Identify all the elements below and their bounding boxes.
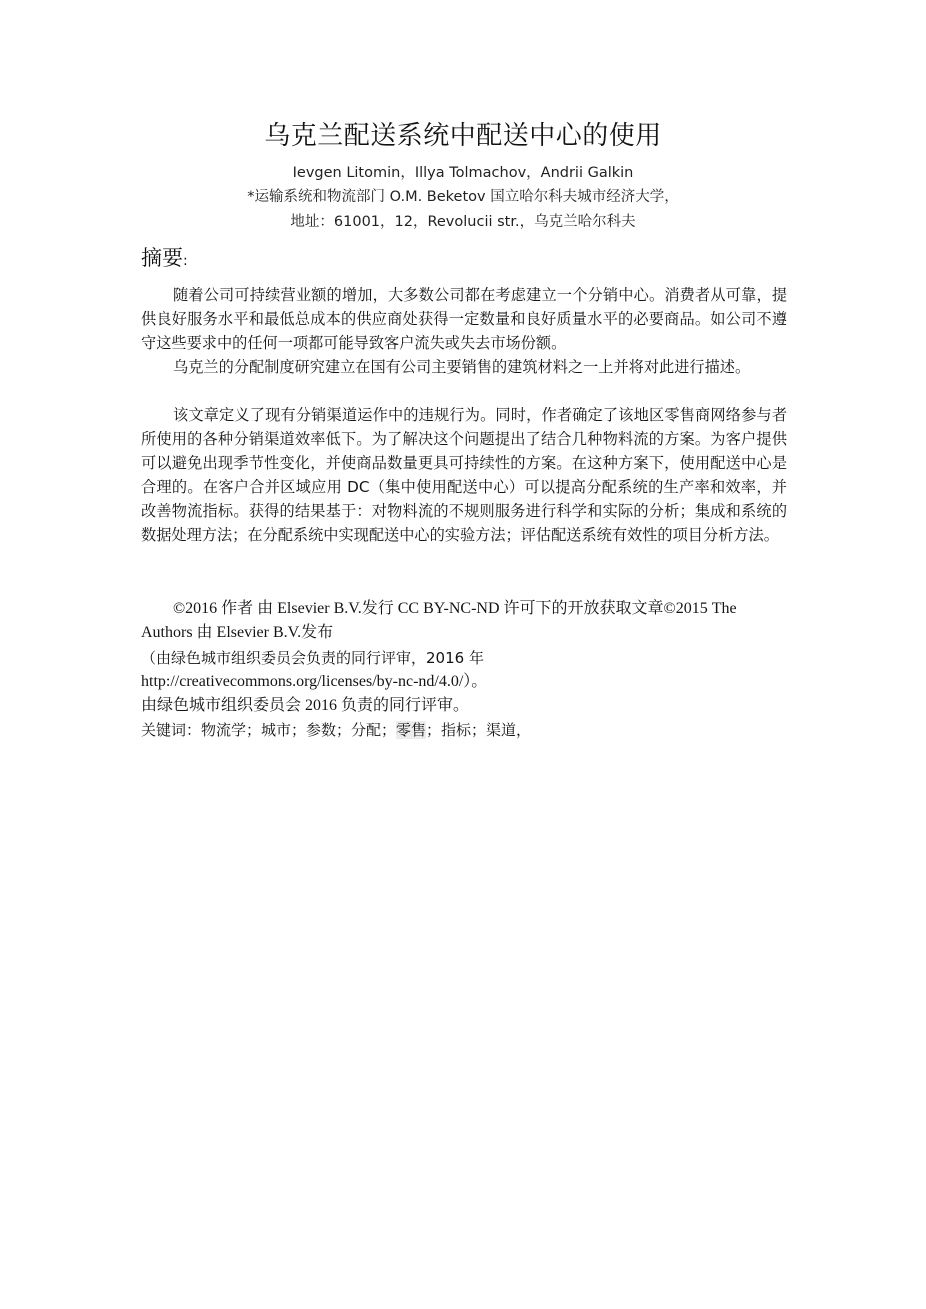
abstract-heading-label: 摘要 <box>141 246 183 270</box>
affiliation: *运输系统和物流部门 O.M. Beketov 国立哈尔科夫城市经济大学， <box>247 189 679 205</box>
keyword-highlighted: 零售 <box>396 721 427 739</box>
abstract-heading-colon: : <box>183 253 188 269</box>
copyright-notice: ©2016 作者 由 Elsevier B.V.发行 CC BY-NC-ND 许可下的开放获取文章©2015 The Authors 由 Elsevier B.V.发布 <box>141 600 737 641</box>
peer-review-statement: 由绿色城市组织委员会 2016 负责的同行评审。 <box>141 697 470 714</box>
keywords-list-end: ；指标；渠道， <box>426 721 532 739</box>
author-list: Ievgen Litomin，Illya Tolmachov，Andrii Galkin <box>292 165 634 181</box>
license-url[interactable]: http://creativecommons.org/licenses/by-nc-nd/4.0/）。 <box>141 673 488 690</box>
keywords-list-start: 关键词：物流学；城市；参数；分配； <box>141 721 397 739</box>
peer-review-note: （由绿色城市组织委员会负责的同行评审，2016 年 <box>141 649 484 667</box>
abstract-paragraph-1: 随着公司可持续营业额的增加，大多数公司都在考虑建立一个分销中心。消费者从可靠，提供良好服务水平和最低总成本的供应商处获得一定数量和良好质量水平的必要商品。如公司不遵守这些要求中的任何一项都可能导致客户流失或失去市场份额。 <box>141 286 787 352</box>
abstract-paragraph-2: 乌克兰的分配制度研究建立在国有公司主要销售的建筑材料之一上并将对此进行描述。 <box>173 358 751 376</box>
keywords <box>141 718 531 742</box>
abstract-paragraph-3: 该文章定义了现有分销渠道运作中的违规行为。同时，作者确定了该地区零售商网络参与者所使用的各种分销渠道效率低下。为了解决这个问题提出了结合几种物料流的方案。为客户提供可以避免出现季节性变化，并使商品数量更具可持续性的方案。在这种方案下，使用配送中心是合理的。在客户合并区域应用 DC（集中使用配送中心）可以提高分配系统的生产率和效率，并改善物流指标。获得的结果基于：对物料流的不规则服务进行科学和实际的分析；集成和系统的数据处理方法；在分配系统中实现配送中心的实验方法；评估配送系统有效性的项目分析方法。 <box>141 406 787 544</box>
address: 地址：61001，12，Revolucii str.，乌克兰哈尔科夫 <box>290 214 636 230</box>
paper-title: 乌克兰配送系统中配送中心的使用 <box>264 121 662 151</box>
abstract-heading <box>141 243 188 276</box>
